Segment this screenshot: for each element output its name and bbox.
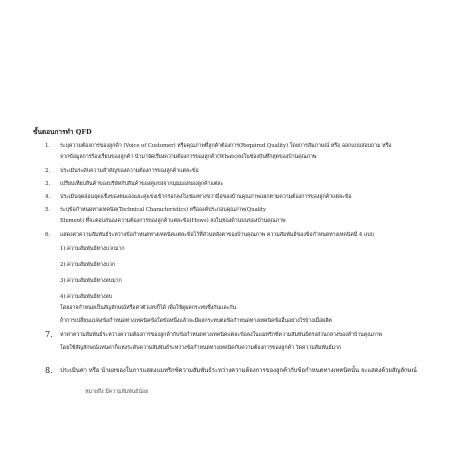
item-text: โดยอาจกำหนดเป็นสัญลักษณ์หรือค่าตัวเลขก็ได้ เพื่อใช้ดูผลกระทบซึ่งกันและกัน — [60, 305, 237, 311]
item-number: 1. — [45, 143, 51, 149]
item-text: ระบุความต้องการของลูกค้า (Voice of Customer) หรือคุณภาพที่ลูกค้าต้องการ(Required Quality) โดยการสัมภาษณ์ หรือ ออกแบบสอบถาม หรือ — [60, 143, 392, 149]
section-heading: ขั้นตอนการทำ QFD — [33, 128, 92, 136]
item-text: ประเมินค่า หรือ นำผลของในการแสดงแมทริกซ์ความสัมพันธ์ระหว่างความต้องการของลูกค้ากับข้อกำหนดทางเทคนิคนั้น จะแสดงด้วยสัญลักษณ์ — [60, 367, 417, 374]
item-text: จากข้อมูลการร้องเรียนของลูกค้า นำมาจัดเรียงความต้องการของลูกค้า(Whats)ลงในช่องบันทึกสุดของบ้านคุณภาพ — [60, 154, 317, 160]
item-number: 5. — [45, 207, 51, 213]
symbol-note: หมายถึง มีความสัมพันธ์น้อย — [85, 389, 149, 395]
item-text: ระบุข้อกำหนดทางเทคนิค(Technical Characteristics) หรือองค์ประกอบคุณภาพ(Quality — [60, 207, 266, 213]
item-number: 4. — [45, 194, 51, 200]
item-number: 6. — [45, 232, 51, 238]
item-text: โดยใช้สัญลักษณ์แทนค่าก็แห่งระดับความสัมพันธ์ระหว่างข้อกำหนดทางเทคนิคกับความต้องการของลูกค้า วัดความสัมพันธ์มาก — [60, 345, 342, 351]
sub-item-text: 2).ความสัมพันธ์ทางบวก — [60, 262, 115, 268]
sub-item-text: 4).ความสัมพันธ์ทางลบ — [60, 294, 113, 300]
item-number: 3. — [45, 181, 51, 187]
item-text: หาค่าความสัมพันธ์ระหว่างความต้องการของลูกค้ากับข้อกำหนดทางเทคนิคแต่ละข้อลงในแมทริกซ์ความสัมพันธ์ตรงส่วนกลางของลำบ้านคุณภาพ — [60, 332, 382, 338]
item-number: 7. — [45, 330, 53, 339]
sub-item-text: 3).ความสัมพันธ์ทางลบมาก — [60, 278, 122, 284]
item-text: Element) ที่จะตอบสนองความต้องการของลูกค้าแต่ละข้อ(Hows) ลงในช่องด้านบนของบ้านคุณภาพ — [60, 218, 286, 224]
item-text: ประเมินระดับความสำคัญของความต้องการของลูกค้าแต่ละข้อ — [60, 168, 199, 174]
item-number: 8. — [45, 366, 53, 375]
item-text: ถ้าการเปลี่ยนแปลงข้อกำหนดทางเทคนิคข้อใดข้อหนึ่งแล้วจะมีผลกระทบต่อข้อกำหนดทางเทคนิคข้ออื่นอย่างไรบ้างเมื่อผลิต — [60, 318, 332, 324]
item-text: ประเมินจุดอ่อนจุดแข็งของตนเองและคู่แข่งเข้ากรอกลงในช่องทางขวามือของบ้านคุณภาพแยกตามความต้องการของลูกค้าแต่ละข้อ — [60, 194, 352, 200]
sub-item-text: 1).ความสัมพันธ์ทางบวกมาก — [60, 246, 125, 252]
item-text: แสดงค่าความสัมพันธ์ระหว่างข้อกำหนดทางเทคนิคแต่ละข้อไว้ที่ส่วนหลังคาของบ้านคุณภาพ ความสัมพันธ์ของข้อกำหนดทางเทคนิคมี 4 แบบ — [60, 232, 374, 238]
item-number: 2. — [45, 168, 51, 174]
item-text: เปรียบเทียบสินค้าของบริษัทกับสินค้าของคู่แข่งจากมุมมองของลูกค้าแต่ละ — [60, 181, 224, 187]
